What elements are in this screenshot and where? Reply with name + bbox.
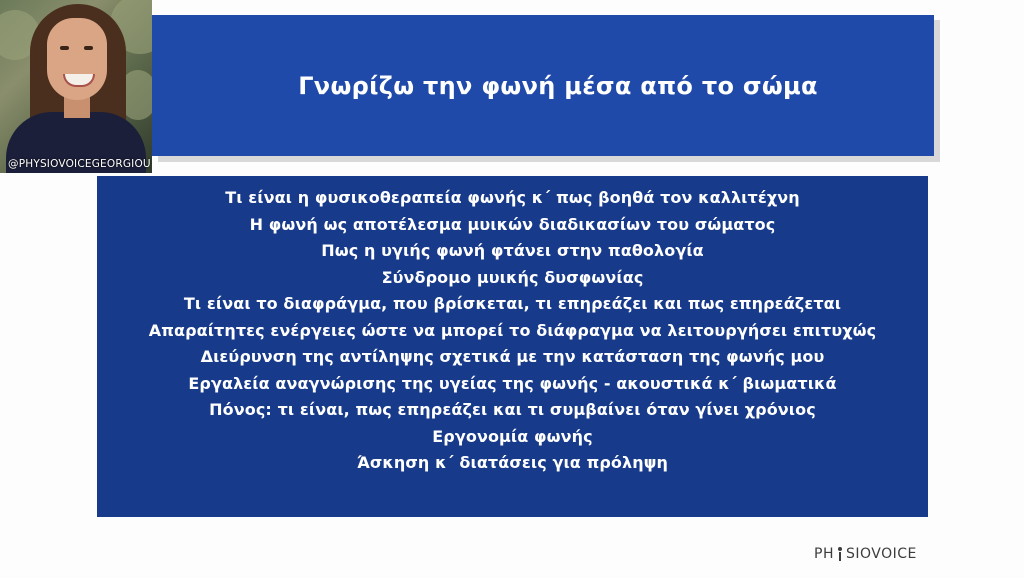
topic-item: Απαραίτητες ενέργειες ώστε να μπορεί το διάφραγμα να λειτουργήσει επιτυχώς	[148, 320, 877, 340]
slide-title: Γνωρίζω την φωνή μέσα από το σώμα	[298, 71, 818, 100]
topic-item: Εργονομία φωνής	[432, 426, 593, 446]
topic-item: Πως η υγιής φωνή φτάνει στην παθολογία	[321, 241, 704, 260]
topic-item: Η φωνή ως αποτέλεσμα μυικών διαδικασίων του σώματος	[249, 214, 776, 234]
topic-item: Τι είναι το διαφράγμα, που βρίσκεται, τι επηρεάζει και πως επηρεάζεται	[183, 294, 842, 313]
topic-item: Διεύρυνση της αντίληψης σχετικά με την κατάσταση της φωνής μου	[200, 347, 825, 366]
topic-item: Σύνδρομο μυικής δυσφωνίας	[381, 267, 644, 287]
presenter-eye	[60, 46, 69, 50]
slide-title-box	[152, 15, 934, 156]
webcam-name-label: @PHYSIOVOICEGEORGIOU	[8, 158, 151, 170]
physiovoice-logo	[814, 546, 917, 562]
brand-figure-icon	[835, 547, 845, 561]
topic-item: Εργαλεία αναγνώρισης της υγείας της φωνής - ακουστικά κ΄ βιωματικά	[188, 373, 837, 393]
topic-item: Άσκηση κ΄ διατάσεις για πρόληψη	[357, 453, 668, 472]
presenter-face	[47, 18, 107, 100]
topic-item: Τι είναι η φυσικοθεραπεία φωνής κ΄ πως βοηθά τον καλλιτέχνη	[225, 188, 800, 207]
brand-text-right: SIOVOICE	[845, 546, 917, 562]
presenter-eye	[84, 46, 93, 50]
brand-text-left: PH	[814, 546, 834, 562]
topics-box	[97, 176, 928, 517]
topic-item: Πόνος: τι είναι, πως επηρεάζει και τι συμβαίνει όταν γίνει χρόνιος	[209, 400, 816, 419]
webcam-video-feed[interactable]	[0, 0, 152, 173]
